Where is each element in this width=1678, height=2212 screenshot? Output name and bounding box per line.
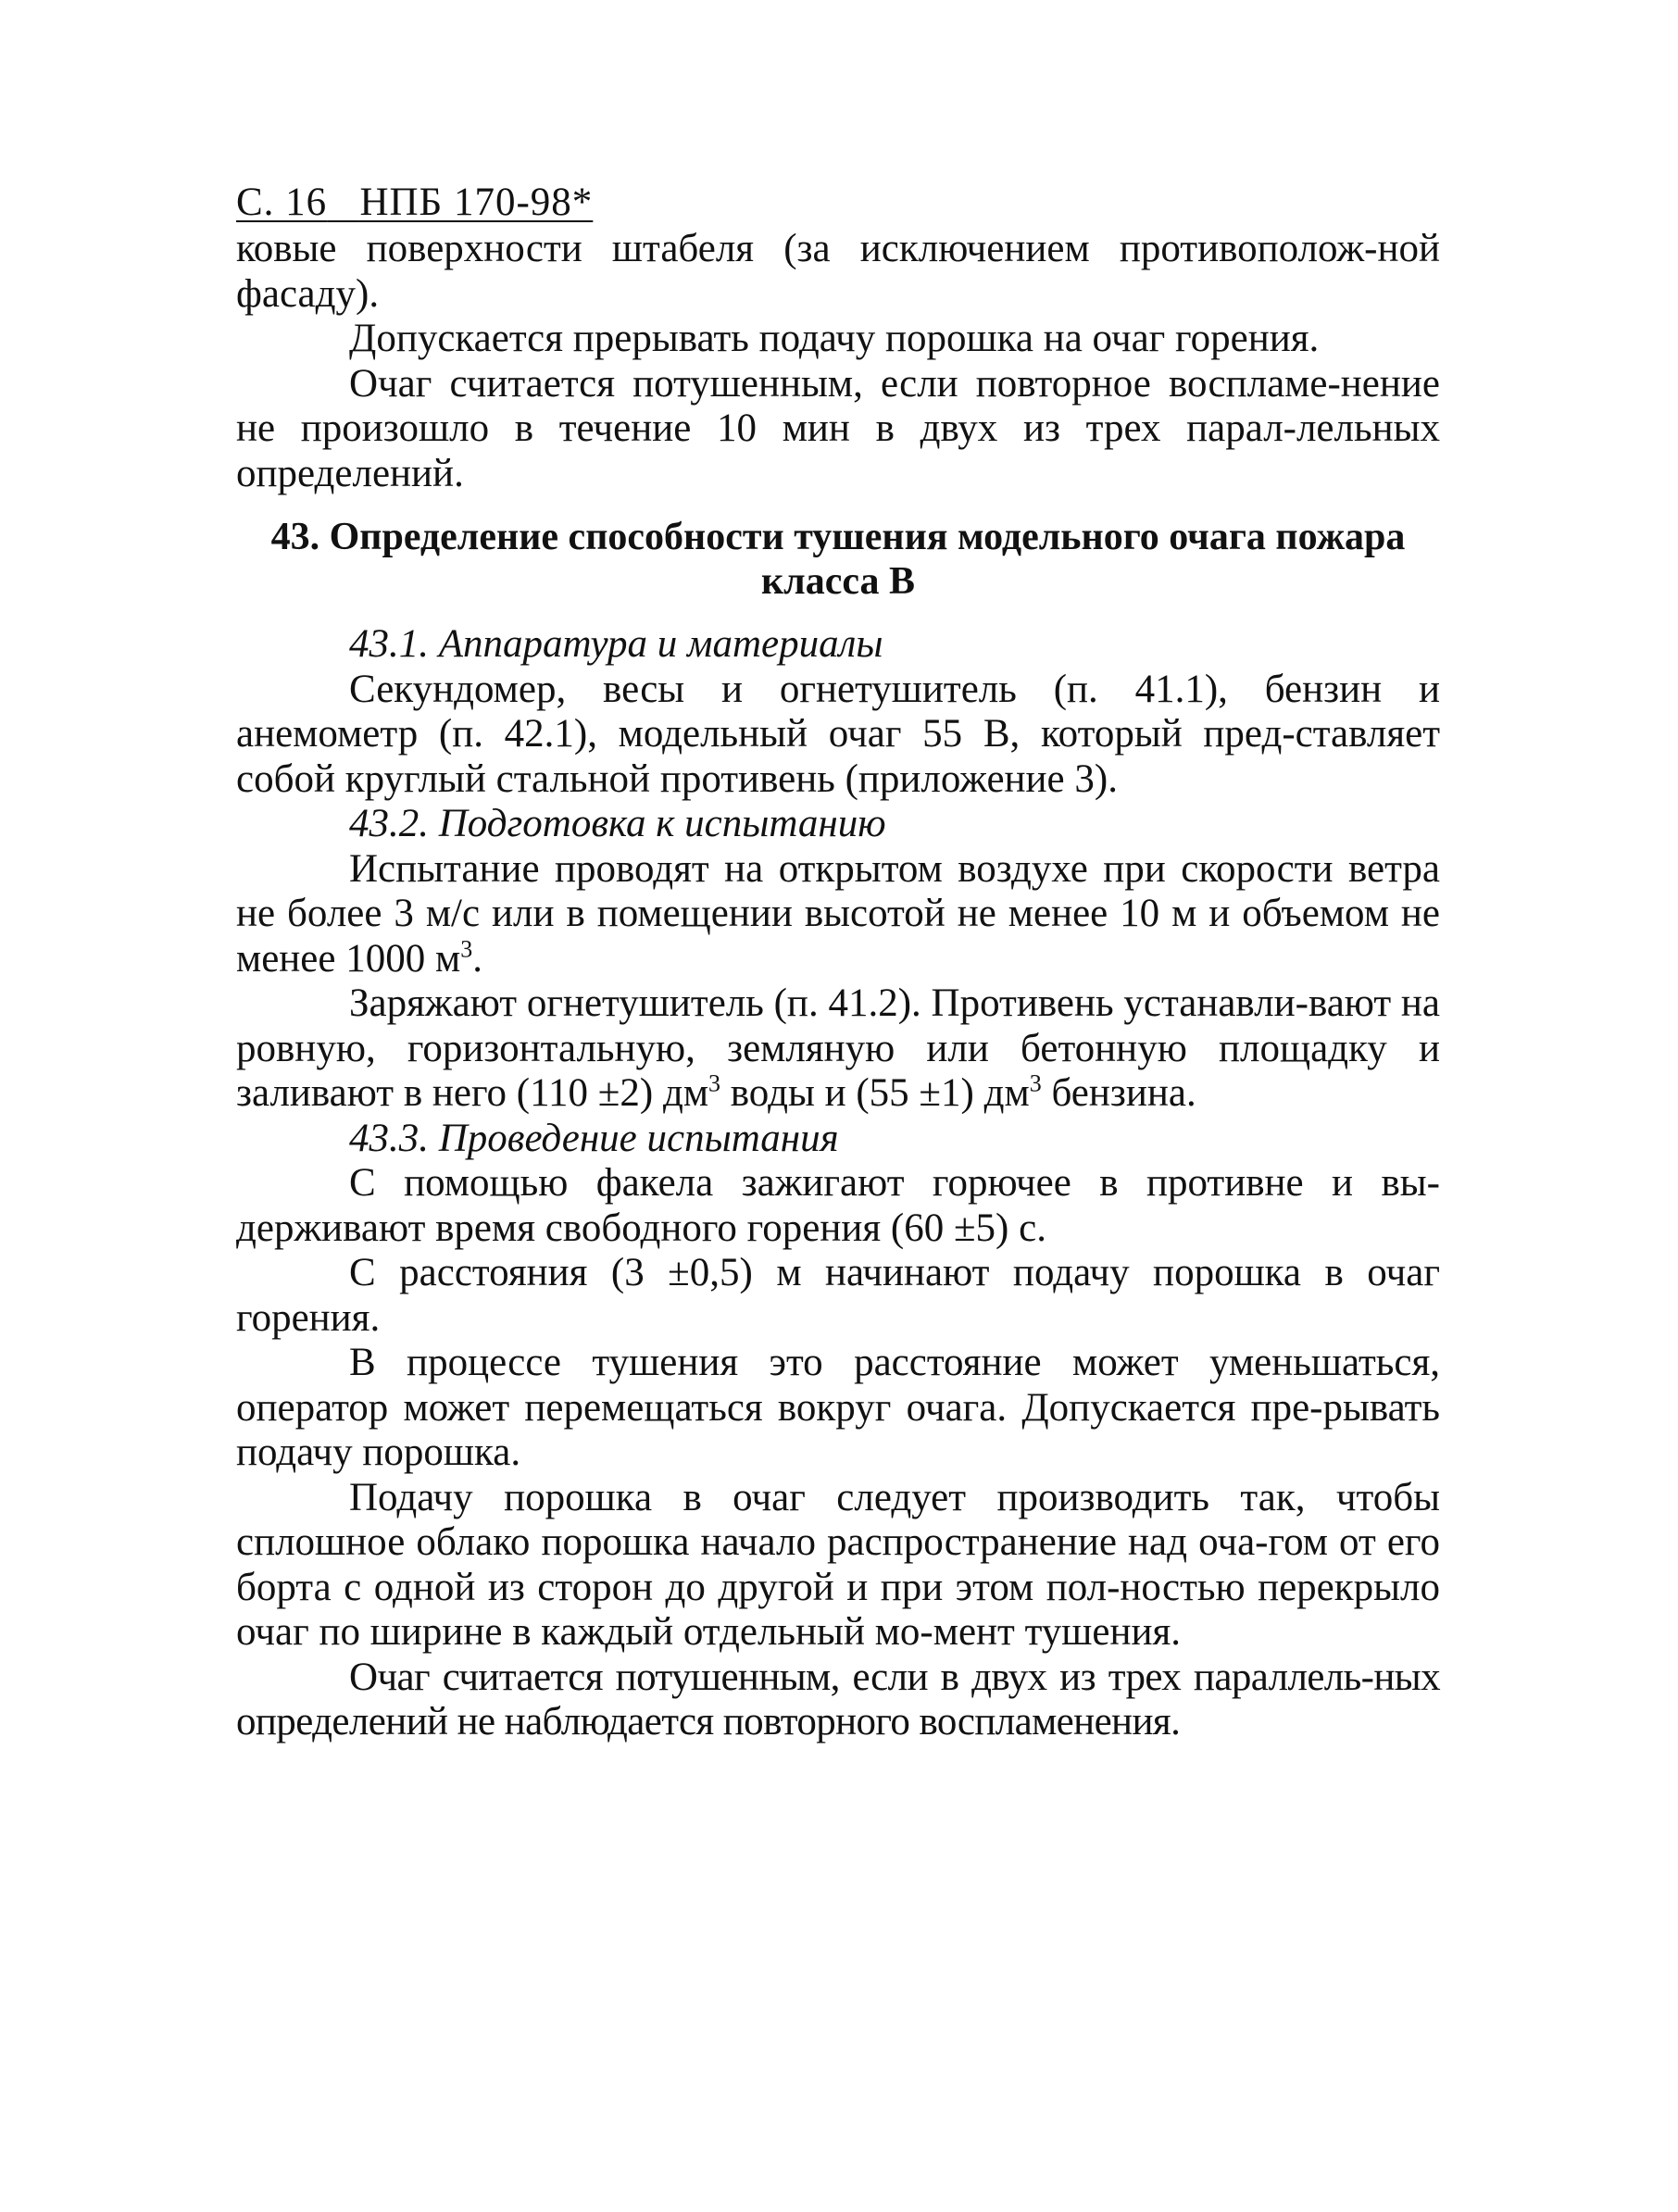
paragraph-continued: ковые поверхности штабеля (за исключением противополож-ной фасаду). [236, 227, 1440, 316]
paragraph: В процессе тушения это расстояние может уменьшаться, оператор может перемещаться вокруг очага. Допускается пре-рывать подачу порошка. [236, 1341, 1440, 1474]
text-run: воды и (55 ±1) дм [720, 1071, 1030, 1115]
subsection-title: 43.1. Аппаратура и материалы [349, 622, 883, 666]
paragraph [236, 847, 1440, 982]
subsection-title: 43.3. Проведение испытания [349, 1116, 839, 1160]
page-number: С. 16 [236, 181, 328, 224]
page-content [236, 181, 1440, 1745]
paragraph: Очаг считается потушенным, если повторное воспламе-нение не произошло в течение 10 мин в двух из трех парал-лельных определений. [236, 361, 1440, 495]
section-title: 43. Определение способности тушения модельного очага пожара класса В [270, 516, 1406, 603]
text-run: Испытание проводят на открытом воздухе при скорости ветра не более 3 м/с или в помещении высотой не менее 10 м и объемом не менее 1000 м [236, 846, 1440, 981]
paragraph [236, 981, 1440, 1117]
text-run: бензина. [1041, 1071, 1196, 1115]
paragraph: Подачу порошка в очаг следует производить так, чтобы сплошное облако порошка начало распространение над оча-гом от его борта с одной из сторон до другой и при этом пол-ностью перекрыло очаг по ширине в каждый отдельный мо-мент тушения. [236, 1475, 1440, 1654]
superscript: 3 [708, 1069, 721, 1097]
text-run: Заряжают огнетушитель (п. 41.2). Противень устанавли-вают на ровную, горизонтальную, земляную или бетонную площадку и заливают в него (110 ±2) дм [236, 981, 1440, 1115]
document-code: НПБ 170-98* [359, 181, 594, 224]
paragraph: С помощью факела зажигают горючее в противне и вы-держивают время свободного горения (60 ±5) с. [236, 1161, 1440, 1250]
page-header [236, 181, 1440, 225]
superscript: 3 [1029, 1069, 1042, 1097]
paragraph: Допускается прерывать подачу порошка на очаг горения. [349, 317, 1320, 360]
paragraph: Секундомер, весы и огнетушитель (п. 41.1), бензин и анемометр (п. 42.1), модельный очаг 55 В, который пред-ставляет собой круглый стальной противень (приложение 3). [236, 667, 1440, 801]
superscript: 3 [460, 935, 473, 963]
paragraph: С расстояния (3 ±0,5) м начинают подачу порошка в очаг горения. [236, 1251, 1440, 1340]
subsection-title: 43.2. Подготовка к испытанию [349, 802, 886, 845]
paragraph-final: Очаг считается потушенным, если в двух из трех параллель-ных определений не наблюдается повторного воспламенения. [236, 1655, 1440, 1743]
text-run: . [472, 936, 482, 981]
